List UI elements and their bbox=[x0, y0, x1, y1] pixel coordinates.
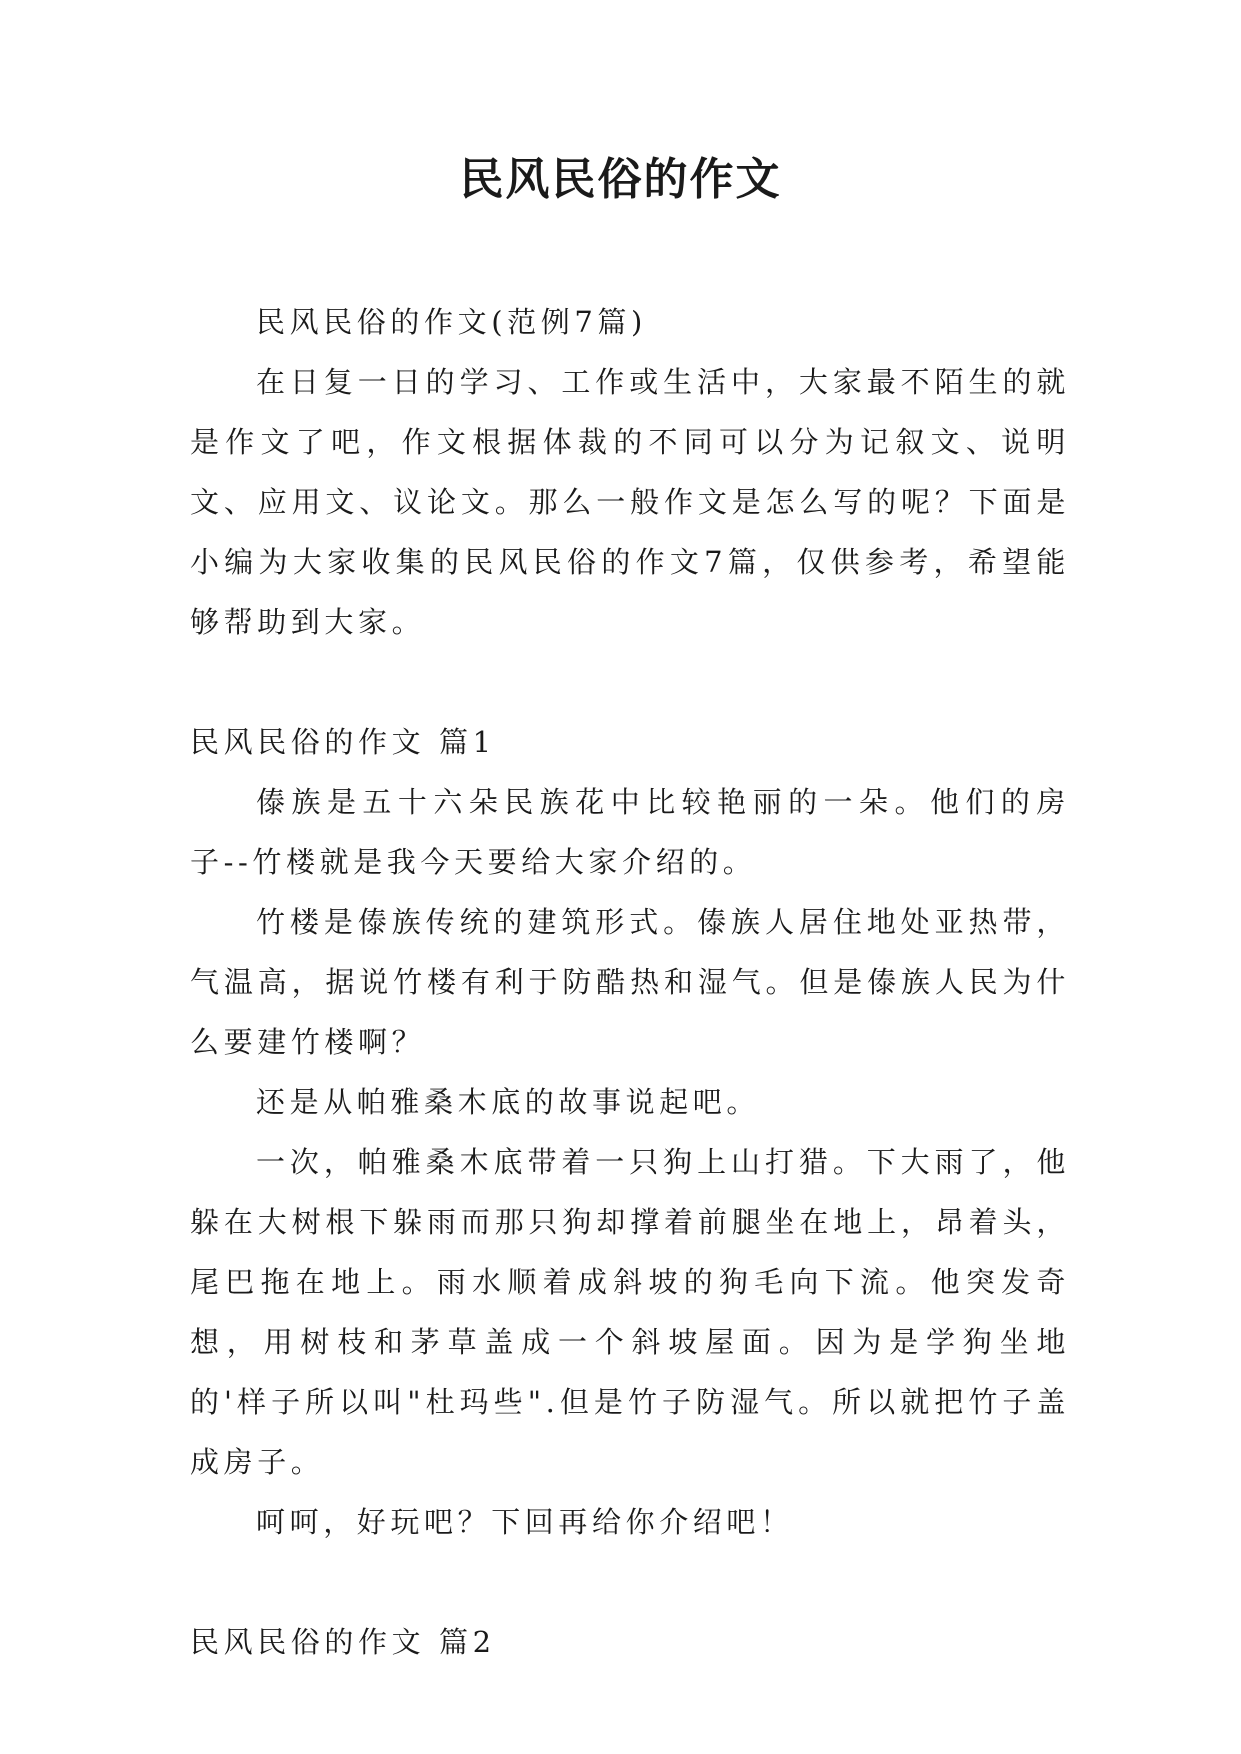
intro-subtitle: 民风民俗的作文(范例7篇) bbox=[256, 305, 647, 339]
section-gap bbox=[190, 1552, 1070, 1612]
document-body bbox=[190, 292, 1070, 1672]
section-1-paragraph-2: 竹楼是傣族传统的建筑形式。傣族人居住地处亚热带，气温高，据说竹楼有利于防酷热和湿气。但是傣族人民为什么要建竹楼啊？ bbox=[190, 905, 1070, 1059]
section-1-paragraph-3: 还是从帕雅桑木底的故事说起吧。 bbox=[256, 1085, 761, 1119]
document-title: 民风民俗的作文 bbox=[459, 154, 782, 205]
section-gap bbox=[190, 652, 1070, 712]
intro-paragraph: 在日复一日的学习、工作或生活中，大家最不陌生的就是作文了吧，作文根据体裁的不同可以分为记叙文、说明文、应用文、议论文。那么一般作文是怎么写的呢？下面是小编为大家收集的民风民俗的作文7篇，仅供参考，希望能够帮助到大家。 bbox=[190, 365, 1070, 639]
section-1-paragraph-5: 呵呵，好玩吧？下回再给你介绍吧！ bbox=[256, 1505, 794, 1539]
section-heading-1: 民风民俗的作文 篇1 bbox=[190, 725, 496, 759]
section-1-paragraph-1: 傣族是五十六朵民族花中比较艳丽的一朵。他们的房子--竹楼就是我今天要给大家介绍的。 bbox=[190, 785, 1070, 879]
section-1-paragraph-4: 一次，帕雅桑木底带着一只狗上山打猎。下大雨了，他躲在大树根下躲雨而那只狗却撑着前腿坐在地上，昂着头，尾巴拖在地上。雨水顺着成斜坡的狗毛向下流。他突发奇想，用树枝和茅草盖成一个斜坡屋面。因为是学狗坐地的'样子所以叫"杜玛些".但是竹子防湿气。所以就把竹子盖成房子。 bbox=[190, 1145, 1070, 1479]
section-heading-2: 民风民俗的作文 篇2 bbox=[190, 1625, 496, 1659]
